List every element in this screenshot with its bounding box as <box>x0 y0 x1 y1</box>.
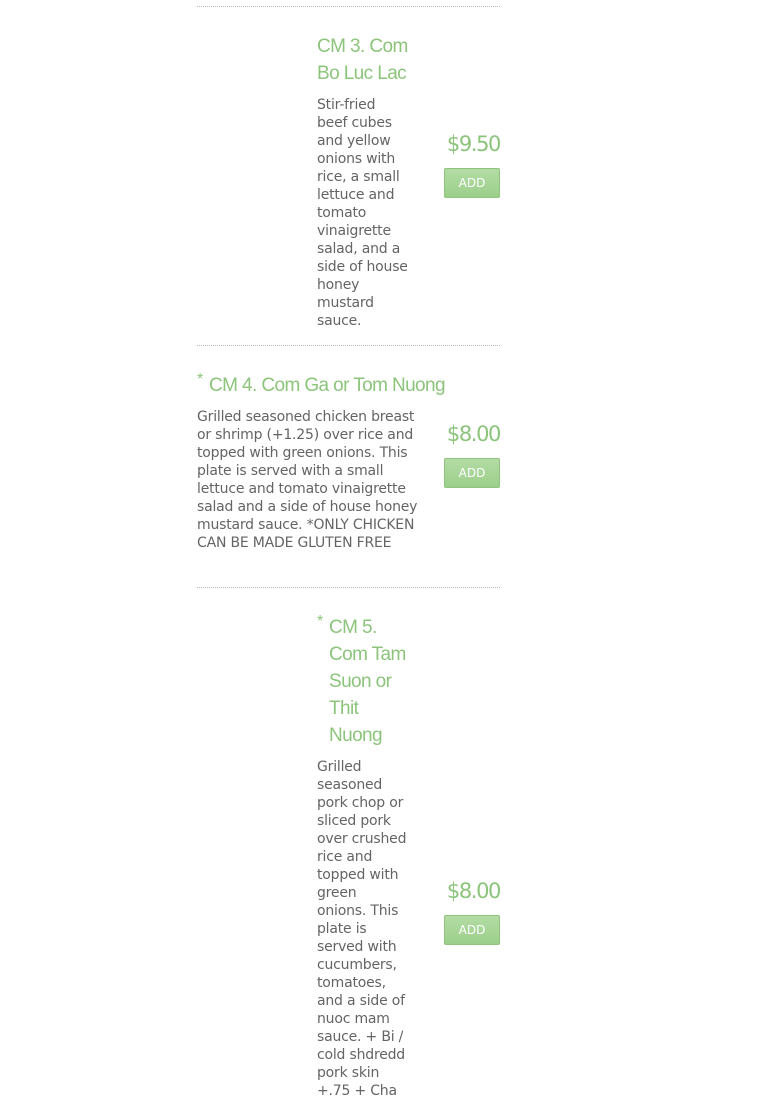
item-title: CM 4. Com Ga or Tom Nuong <box>209 375 445 396</box>
item-divider <box>197 6 500 7</box>
item-price: $8.00 <box>446 422 500 446</box>
special-marker: * <box>317 613 324 630</box>
item-title: CM 5. Com Tam Suon or Thit Nuong <box>329 617 406 746</box>
special-marker: * <box>197 371 204 388</box>
item-description: Grilled seasoned chicken breast or shrimp (+1.25) over rice and topped with green onions. This plate is served with a small lettuce and tomato vinaigrette salad and a side of house honey mustard sauce. *ONLY CHICKEN CAN BE MADE GLUTEN FREE <box>197 409 418 551</box>
add-button[interactable]: ADD <box>444 915 500 945</box>
item-title: CM 3. Com Bo Luc Lac <box>317 36 408 84</box>
add-button[interactable]: ADD <box>444 168 500 198</box>
add-button[interactable]: ADD <box>444 458 500 488</box>
item-divider <box>197 587 500 588</box>
item-description: Stir-fried beef cubes and yellow onions with rice, a small lettuce and tomato vinaigrette salad, and a side of house honey mustard sauce. <box>317 97 408 329</box>
item-divider <box>197 345 500 346</box>
item-price: $9.50 <box>446 132 500 156</box>
item-price: $8.00 <box>446 879 500 903</box>
item-description: Grilled seasoned pork chop or sliced pork over crushed rice and topped with green onions. This plate is served with cucumbers, tomatoes, and a side of nuoc mam sauce. + Bi / cold shdredd pork skin +.75 + Cha <box>317 759 407 1099</box>
